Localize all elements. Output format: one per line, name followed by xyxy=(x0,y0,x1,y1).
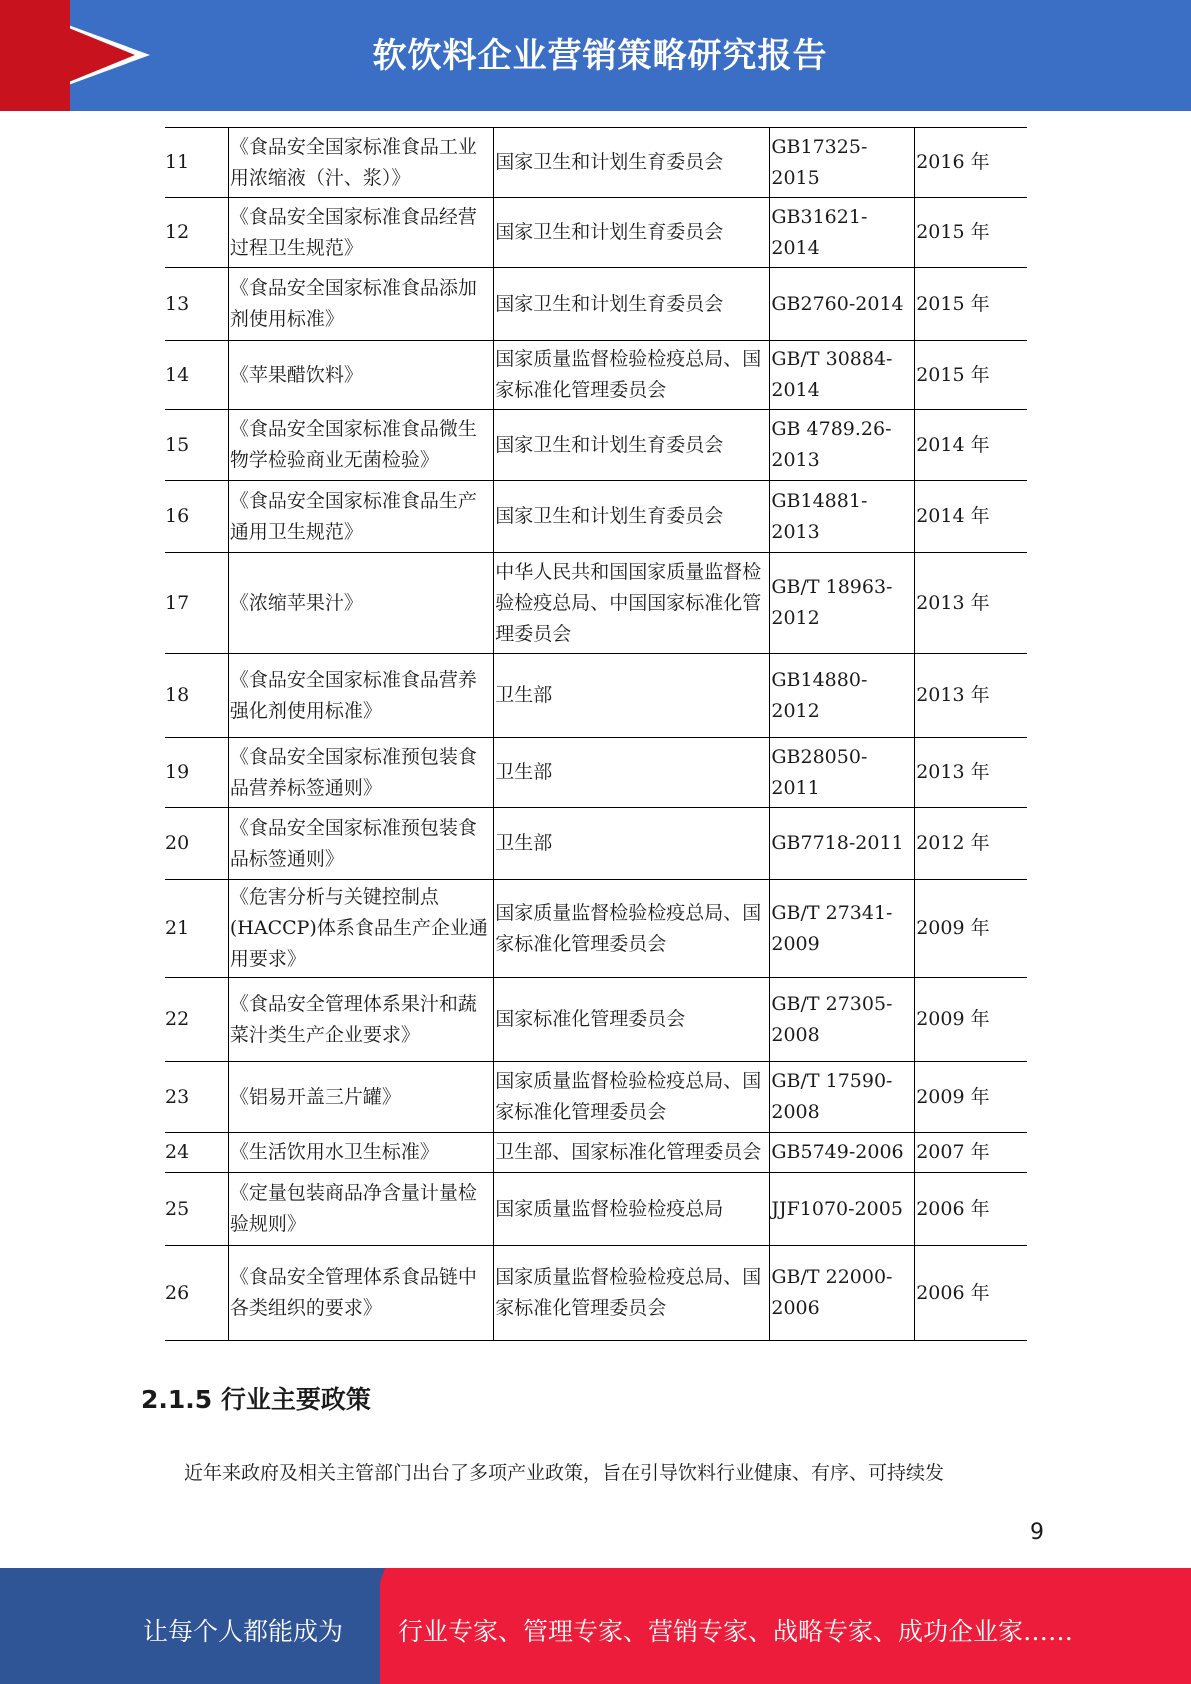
standard-name: 《食品安全国家标准食品微生物学检验商业无菌检验》 xyxy=(228,410,493,481)
standard-name: 《危害分析与关键控制点(HACCP)体系食品生产企业通用要求》 xyxy=(228,880,493,978)
standard-name: 《食品安全国家标准食品生产通用卫生规范》 xyxy=(228,481,493,553)
page-header xyxy=(0,0,1191,111)
issuing-body: 国家质量监督检验检疫总局 xyxy=(494,1173,770,1246)
issue-year: 2009 年 xyxy=(915,880,1027,978)
standard-code: JJF1070-2005 xyxy=(770,1173,915,1246)
standard-name: 《定量包装商品净含量计量检验规则》 xyxy=(228,1173,493,1246)
row-number: 16 xyxy=(165,481,228,553)
row-number: 25 xyxy=(165,1173,228,1246)
standard-name: 《食品安全管理体系果汁和蔬菜汁类生产企业要求》 xyxy=(228,978,493,1062)
standard-code: GB/T 22000-2006 xyxy=(770,1246,915,1341)
standard-name: 《食品安全国家标准预包装食品标签通则》 xyxy=(228,808,493,880)
row-number: 20 xyxy=(165,808,228,880)
issuing-body: 卫生部、国家标准化管理委员会 xyxy=(494,1133,770,1173)
footer-slogan-left: 让每个人都能成为 xyxy=(143,1617,344,1646)
issuing-body: 卫生部 xyxy=(494,808,770,880)
table-row-26 xyxy=(165,1246,1027,1341)
standard-name: 《食品安全国家标准食品经营过程卫生规范》 xyxy=(228,198,493,268)
section-heading: 2.1.5 行业主要政策 xyxy=(141,1385,371,1414)
issue-year: 2013 年 xyxy=(915,738,1027,808)
page-number: 9 xyxy=(1030,1520,1044,1545)
standard-name: 《食品安全国家标准食品工业用浓缩液（汁、浆）》 xyxy=(228,128,493,198)
table-row-13 xyxy=(165,268,1027,341)
row-number: 21 xyxy=(165,880,228,978)
table-row-15 xyxy=(165,410,1027,481)
table-row-11 xyxy=(165,128,1027,198)
row-number: 17 xyxy=(165,553,228,654)
table-row-21 xyxy=(165,880,1027,978)
table-row-12 xyxy=(165,198,1027,268)
standard-name: 《浓缩苹果汁》 xyxy=(228,553,493,654)
row-number: 26 xyxy=(165,1246,228,1341)
standard-code: GB/T 17590-2008 xyxy=(770,1062,915,1133)
table-row-14 xyxy=(165,341,1027,410)
standard-code: GB2760-2014 xyxy=(770,268,915,341)
table-row-18 xyxy=(165,654,1027,738)
footer-slogan-right: 行业专家、管理专家、营销专家、战略专家、成功企业家…… xyxy=(398,1617,1074,1646)
standard-code: GB5749-2006 xyxy=(770,1133,915,1173)
issue-year: 2015 年 xyxy=(915,341,1027,410)
standard-code: GB/T 30884-2014 xyxy=(770,341,915,410)
standard-name: 《食品安全管理体系食品链中各类组织的要求》 xyxy=(228,1246,493,1341)
row-number: 12 xyxy=(165,198,228,268)
standard-code: GB/T 18963-2012 xyxy=(770,553,915,654)
standards-table xyxy=(165,127,1027,1341)
issue-year: 2013 年 xyxy=(915,654,1027,738)
issue-year: 2006 年 xyxy=(915,1246,1027,1341)
table-row-16 xyxy=(165,481,1027,553)
issue-year: 2015 年 xyxy=(915,268,1027,341)
issuing-body: 国家质量监督检验检疫总局、国家标准化管理委员会 xyxy=(494,880,770,978)
row-number: 19 xyxy=(165,738,228,808)
row-number: 24 xyxy=(165,1133,228,1173)
row-number: 23 xyxy=(165,1062,228,1133)
issue-year: 2014 年 xyxy=(915,410,1027,481)
row-number: 18 xyxy=(165,654,228,738)
standard-name: 《食品安全国家标准食品营养强化剂使用标准》 xyxy=(228,654,493,738)
issuing-body: 中华人民共和国国家质量监督检验检疫总局、中国国家标准化管理委员会 xyxy=(494,553,770,654)
issue-year: 2007 年 xyxy=(915,1133,1027,1173)
table-row-20 xyxy=(165,808,1027,880)
issuing-body: 卫生部 xyxy=(494,654,770,738)
standard-code: GB31621-2014 xyxy=(770,198,915,268)
standard-code: GB/T 27341-2009 xyxy=(770,880,915,978)
issuing-body: 国家卫生和计划生育委员会 xyxy=(494,410,770,481)
issuing-body: 国家卫生和计划生育委员会 xyxy=(494,268,770,341)
issuing-body: 国家质量监督检验检疫总局、国家标准化管理委员会 xyxy=(494,1062,770,1133)
page-footer xyxy=(0,1568,1191,1684)
table-row-17 xyxy=(165,553,1027,654)
issuing-body: 国家质量监督检验检疫总局、国家标准化管理委员会 xyxy=(494,1246,770,1341)
issuing-body: 卫生部 xyxy=(494,738,770,808)
table-row-25 xyxy=(165,1173,1027,1246)
row-number: 22 xyxy=(165,978,228,1062)
row-number: 14 xyxy=(165,341,228,410)
standard-name: 《苹果醋饮料》 xyxy=(228,341,493,410)
standard-code: GB14880-2012 xyxy=(770,654,915,738)
standard-name: 《生活饮用水卫生标准》 xyxy=(228,1133,493,1173)
standard-code: GB 4789.26-2013 xyxy=(770,410,915,481)
standard-name: 《食品安全国家标准食品添加剂使用标准》 xyxy=(228,268,493,341)
standard-code: GB7718-2011 xyxy=(770,808,915,880)
body-paragraph: 近年来政府及相关主管部门出台了多项产业政策，旨在引导饮料行业健康、有序、可持续发 xyxy=(184,1462,945,1484)
issue-year: 2012 年 xyxy=(915,808,1027,880)
issue-year: 2006 年 xyxy=(915,1173,1027,1246)
standard-name: 《铝易开盖三片罐》 xyxy=(228,1062,493,1133)
report-title: 软饮料企业营销策略研究报告 xyxy=(372,36,828,76)
issuing-body: 国家质量监督检验检疫总局、国家标准化管理委员会 xyxy=(494,341,770,410)
standard-code: GB/T 27305-2008 xyxy=(770,978,915,1062)
standard-code: GB28050-2011 xyxy=(770,738,915,808)
row-number: 15 xyxy=(165,410,228,481)
issue-year: 2009 年 xyxy=(915,1062,1027,1133)
issuing-body: 国家卫生和计划生育委员会 xyxy=(494,198,770,268)
standard-code: GB14881-2013 xyxy=(770,481,915,553)
table-row-23 xyxy=(165,1062,1027,1133)
standards-table-body xyxy=(165,128,1027,1341)
issuing-body: 国家卫生和计划生育委员会 xyxy=(494,128,770,198)
issue-year: 2013 年 xyxy=(915,553,1027,654)
issuing-body: 国家标准化管理委员会 xyxy=(494,978,770,1062)
issuing-body: 国家卫生和计划生育委员会 xyxy=(494,481,770,553)
issue-year: 2009 年 xyxy=(915,978,1027,1062)
header-red-block xyxy=(0,0,70,111)
issue-year: 2014 年 xyxy=(915,481,1027,553)
issue-year: 2015 年 xyxy=(915,198,1027,268)
row-number: 13 xyxy=(165,268,228,341)
issue-year: 2016 年 xyxy=(915,128,1027,198)
standard-code: GB17325-2015 xyxy=(770,128,915,198)
row-number: 11 xyxy=(165,128,228,198)
footer-slant xyxy=(345,1568,385,1684)
table-row-19 xyxy=(165,738,1027,808)
table-row-22 xyxy=(165,978,1027,1062)
table-row-24 xyxy=(165,1133,1027,1173)
standard-name: 《食品安全国家标准预包装食品营养标签通则》 xyxy=(228,738,493,808)
